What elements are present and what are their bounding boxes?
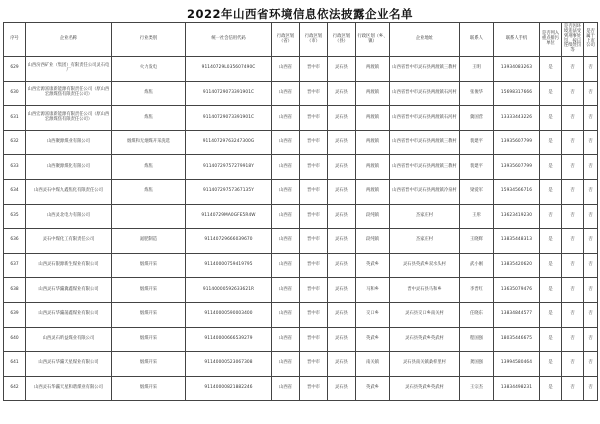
key-polluter-flag-cell: 是 <box>540 376 562 401</box>
col-header: 行政区划（省） <box>272 23 300 57</box>
contact-name-cell: 王明 <box>460 57 494 82</box>
credit-code-cell: 91140729757367135Y <box>186 179 272 204</box>
contact-name-cell: 龚国强 <box>460 352 494 377</box>
table-row <box>4 302 598 327</box>
contact-phone-cell: 13994580464 <box>494 352 540 377</box>
city-cell: 晋中市 <box>300 376 328 401</box>
key-polluter-flag-cell: 是 <box>540 57 562 82</box>
province-cell: 山西省 <box>272 376 300 401</box>
contact-name-cell: 张俊华 <box>460 81 494 106</box>
row-seq-cell: 640 <box>4 327 26 352</box>
col-header: 联系人 <box>460 23 494 57</box>
company-name-cell: 山西聚源煤业有限公司 <box>26 130 112 155</box>
key-polluter-flag-cell: 是 <box>540 302 562 327</box>
county-cell: 灵石县 <box>328 81 356 106</box>
key-polluter-flag-cell: 是 <box>540 81 562 106</box>
county-cell: 灵石县 <box>328 106 356 131</box>
penalty-flag-cell: 否 <box>562 155 584 180</box>
contact-phone-cell: 13635079476 <box>494 278 540 303</box>
credit-code-cell: 91140729757279918Y <box>186 155 272 180</box>
listed-flag-cell: 否 <box>584 81 598 106</box>
row-seq-cell: 639 <box>4 302 26 327</box>
listed-flag-cell: 否 <box>584 57 598 82</box>
address-cell: 灵石县英武乡双水头村 <box>390 253 460 278</box>
town-cell: 南关镇 <box>356 352 390 377</box>
credit-code-cell: 91140000592633621R <box>186 278 272 303</box>
enterprise-table <box>3 22 598 401</box>
row-seq-cell: 638 <box>4 278 26 303</box>
key-polluter-flag-cell: 是 <box>540 130 562 155</box>
credit-code-cell: 91140729073391901C <box>186 106 272 131</box>
county-cell: 灵石县 <box>328 253 356 278</box>
penalty-flag-cell: 否 <box>562 376 584 401</box>
table-row <box>4 376 598 401</box>
contact-name-cell: 程国强 <box>460 327 494 352</box>
industry-cell: 炼焦 <box>112 81 186 106</box>
province-cell: 山西省 <box>272 327 300 352</box>
city-cell: 晋中市 <box>300 106 328 131</box>
contact-name-cell: 任晓东 <box>460 302 494 327</box>
contact-phone-cell: 13623419230 <box>494 204 540 229</box>
province-cell: 山西省 <box>272 106 300 131</box>
table-row <box>4 81 598 106</box>
company-name-cell: 山西宏源富康新能源有限责任公司（原山西宏源煤焦有限责任公司） <box>26 81 112 106</box>
city-cell: 晋中市 <box>300 327 328 352</box>
city-cell: 晋中市 <box>300 204 328 229</box>
table-row <box>4 106 598 131</box>
province-cell: 山西省 <box>272 81 300 106</box>
col-header: 行政区划（县） <box>328 23 356 57</box>
table-row <box>4 57 598 82</box>
table-row <box>4 352 598 377</box>
city-cell: 晋中市 <box>300 253 328 278</box>
industry-cell: 炼焦 <box>112 106 186 131</box>
address-cell: 灵石县英武乡英武村 <box>390 376 460 401</box>
penalty-flag-cell: 否 <box>562 229 584 254</box>
address-cell: 杰家庄村 <box>390 204 460 229</box>
contact-phone-cell: 13835448313 <box>494 229 540 254</box>
industry-cell: 氮肥制造 <box>112 229 186 254</box>
company-name-cell: 山西宏源富康新能源有限责任公司（原山西宏源煤焦有限责任公司） <box>26 106 112 131</box>
address-cell: 山西省晋中市灵石县两渡镇三教村 <box>390 155 460 180</box>
contact-phone-cell: 13935607799 <box>494 130 540 155</box>
industry-cell: 烟煤开采 <box>112 278 186 303</box>
row-seq-cell: 630 <box>4 81 26 106</box>
table-row <box>4 278 598 303</box>
city-cell: 晋中市 <box>300 81 328 106</box>
industry-cell: 烟煤开采 <box>112 352 186 377</box>
province-cell: 山西省 <box>272 253 300 278</box>
penalty-flag-cell: 否 <box>562 106 584 131</box>
contact-phone-cell: 13834498231 <box>494 376 540 401</box>
county-cell: 灵石县 <box>328 229 356 254</box>
penalty-flag-cell: 否 <box>562 352 584 377</box>
address-cell: 山西省晋中市灵石县两渡镇石河村 <box>390 106 460 131</box>
table-row <box>4 327 598 352</box>
penalty-flag-cell: 否 <box>562 179 584 204</box>
col-header: 是否属于上市公司 <box>584 23 598 57</box>
listed-flag-cell: 否 <box>584 327 598 352</box>
listed-flag-cell: 否 <box>584 302 598 327</box>
credit-code-cell: 91140729MA0GFE5R4W <box>186 204 272 229</box>
industry-cell: 火力发电 <box>112 57 186 82</box>
industry-cell: 烟煤开采 <box>112 376 186 401</box>
penalty-flag-cell: 否 <box>562 81 584 106</box>
table-row <box>4 229 598 254</box>
town-cell: 两渡镇 <box>356 106 390 131</box>
company-name-cell: 山西灵石银源新生煤业有限公司 <box>26 253 112 278</box>
row-seq-cell: 633 <box>4 155 26 180</box>
industry-cell: 烟煤开采 <box>112 302 186 327</box>
credit-code-cell: 91140000821882246 <box>186 376 272 401</box>
contact-phone-cell: 15698317666 <box>494 81 540 106</box>
county-cell: 灵石县 <box>328 327 356 352</box>
listed-flag-cell: 否 <box>584 106 598 131</box>
town-cell: 两渡镇 <box>356 130 390 155</box>
county-cell: 灵石县 <box>328 155 356 180</box>
county-cell: 灵石县 <box>328 204 356 229</box>
listed-flag-cell: 否 <box>584 352 598 377</box>
address-cell: 山西省晋中市灵石县两渡镇石河村 <box>390 81 460 106</box>
col-header: 企业名称 <box>26 23 112 57</box>
province-cell: 山西省 <box>272 302 300 327</box>
row-seq-cell: 634 <box>4 179 26 204</box>
province-cell: 山西省 <box>272 179 300 204</box>
contact-name-cell: 王彤 <box>460 204 494 229</box>
table-row <box>4 179 598 204</box>
key-polluter-flag-cell: 是 <box>540 229 562 254</box>
company-name-cell: 山西汾西矿业（集团）有限责任公司灵石电厂 <box>26 57 112 82</box>
city-cell: 晋中市 <box>300 179 328 204</box>
county-cell: 灵石县 <box>328 179 356 204</box>
penalty-flag-cell: 否 <box>562 130 584 155</box>
county-cell: 灵石县 <box>328 376 356 401</box>
contact-phone-cell: 13333443226 <box>494 106 540 131</box>
industry-cell: 烟煤开采 <box>112 253 186 278</box>
contact-phone-cell: 18035446675 <box>494 327 540 352</box>
city-cell: 晋中市 <box>300 57 328 82</box>
table-row <box>4 253 598 278</box>
county-cell: 灵石县 <box>328 352 356 377</box>
address-cell: 山西省晋中市灵石县两渡镇三教村 <box>390 130 460 155</box>
row-seq-cell: 629 <box>4 57 26 82</box>
company-name-cell: 山西灵石中煤九鑫焦化有限责任公司 <box>26 179 112 204</box>
town-cell: 两渡镇 <box>356 57 390 82</box>
credit-code-cell: 91140000590003400 <box>186 302 272 327</box>
address-cell: 山西省晋中市灵石县两渡镇三教村 <box>390 57 460 82</box>
town-cell: 马和乡 <box>356 278 390 303</box>
col-header: 统一社会信用代码 <box>186 23 272 57</box>
penalty-flag-cell: 否 <box>562 302 584 327</box>
penalty-flag-cell: 否 <box>562 204 584 229</box>
row-seq-cell: 632 <box>4 130 26 155</box>
key-polluter-flag-cell: 是 <box>540 253 562 278</box>
contact-phone-cell: 13934083263 <box>494 57 540 82</box>
city-cell: 晋中市 <box>300 278 328 303</box>
company-name-cell: 山西灵石华瀛天星煤业有限公司 <box>26 352 112 377</box>
address-cell: 晋中灵石县马和乡 <box>390 278 460 303</box>
company-name-cell: 山西灵石华瀛荡鑫煤业有限公司 <box>26 302 112 327</box>
col-header: 企业地址 <box>390 23 460 57</box>
city-cell: 晋中市 <box>300 229 328 254</box>
listed-flag-cell: 否 <box>584 253 598 278</box>
county-cell: 灵石县 <box>328 278 356 303</box>
province-cell: 山西省 <box>272 130 300 155</box>
penalty-flag-cell: 否 <box>562 327 584 352</box>
town-cell: 交口乡 <box>356 302 390 327</box>
credit-code-cell: 91140000666539279 <box>186 327 272 352</box>
key-polluter-flag-cell: 是 <box>540 179 562 204</box>
contact-phone-cell: 13834844577 <box>494 302 540 327</box>
contact-phone-cell: 13835420620 <box>494 253 540 278</box>
county-cell: 灵石县 <box>328 302 356 327</box>
key-polluter-flag-cell: 是 <box>540 155 562 180</box>
industry-cell: 炼焦 <box>112 155 186 180</box>
contact-name-cell: 李晋红 <box>460 278 494 303</box>
company-name-cell: 灵石中煤化工有限责任公司 <box>26 229 112 254</box>
col-header: 是否列入重点排污单位 <box>540 23 562 57</box>
row-seq-cell: 637 <box>4 253 26 278</box>
town-cell: 英武乡 <box>356 327 390 352</box>
col-header: 是否因环境违法受到刑事处罚、按日连续处罚等 <box>562 23 584 57</box>
province-cell: 山西省 <box>272 57 300 82</box>
address-cell: 山西省晋中市灵石县两渡镇冷泉村 <box>390 179 460 204</box>
credit-code-cell: 91140729073391901C <box>186 81 272 106</box>
contact-name-cell: 裴建平 <box>460 130 494 155</box>
col-header: 行业类别 <box>112 23 186 57</box>
contact-name-cell: 王宗杰 <box>460 376 494 401</box>
listed-flag-cell: 否 <box>584 155 598 180</box>
col-header: 行政区划（市） <box>300 23 328 57</box>
document-title: 2022年山西省环境信息依法披露企业名单 <box>186 7 413 21</box>
key-polluter-flag-cell: 否 <box>540 204 562 229</box>
listed-flag-cell: 否 <box>584 130 598 155</box>
contact-name-cell: 梁爱军 <box>460 179 494 204</box>
credit-code-cell: 91140729666039670 <box>186 229 272 254</box>
province-cell: 山西省 <box>272 155 300 180</box>
industry-cell: 烟煤和无烟煤开采洗选 <box>112 130 186 155</box>
company-name-cell: 山西聚源煤化有限公司 <box>26 155 112 180</box>
province-cell: 山西省 <box>272 352 300 377</box>
penalty-flag-cell: 否 <box>562 253 584 278</box>
listed-flag-cell: 否 <box>584 179 598 204</box>
row-seq-cell: 635 <box>4 204 26 229</box>
key-polluter-flag-cell: 是 <box>540 327 562 352</box>
listed-flag-cell: 否 <box>584 229 598 254</box>
contact-phone-cell: 13935607799 <box>494 155 540 180</box>
key-polluter-flag-cell: 是 <box>540 106 562 131</box>
address-cell: 灵石县交口乡南关村 <box>390 302 460 327</box>
col-header: 序号 <box>4 23 26 57</box>
town-cell: 段纯镇 <box>356 204 390 229</box>
company-name-cell: 山西灵石华瀛冀鑫煤业有限公司 <box>26 278 112 303</box>
row-seq-cell: 642 <box>4 376 26 401</box>
industry-cell: 烟煤开采 <box>112 327 186 352</box>
credit-code-cell: 91140000523067308 <box>186 352 272 377</box>
town-cell: 英武乡 <box>356 253 390 278</box>
contact-name-cell: 武小刚 <box>460 253 494 278</box>
address-cell: 灵石县英武乡英武村 <box>390 327 460 352</box>
key-polluter-flag-cell: 是 <box>540 352 562 377</box>
town-cell: 英武乡 <box>356 376 390 401</box>
contact-name-cell: 王晓辉 <box>460 229 494 254</box>
listed-flag-cell: 否 <box>584 376 598 401</box>
county-cell: 灵石县 <box>328 57 356 82</box>
city-cell: 晋中市 <box>300 352 328 377</box>
city-cell: 晋中市 <box>300 302 328 327</box>
row-seq-cell: 636 <box>4 229 26 254</box>
company-name-cell: 山西灵石昕益煤业有限公司 <box>26 327 112 352</box>
town-cell: 段纯镇 <box>356 229 390 254</box>
penalty-flag-cell: 否 <box>562 278 584 303</box>
table-header-row <box>4 23 598 57</box>
industry-cell: 炼焦 <box>112 179 186 204</box>
address-cell: 杰家庄村 <box>390 229 460 254</box>
contact-name-cell: 裴建平 <box>460 155 494 180</box>
table-row <box>4 155 598 180</box>
row-seq-cell: 641 <box>4 352 26 377</box>
town-cell: 两渡镇 <box>356 155 390 180</box>
credit-code-cell: 91140729L035607490C <box>186 57 272 82</box>
contact-name-cell: 冀国营 <box>460 106 494 131</box>
col-header: 行政区划（乡、镇） <box>356 23 390 57</box>
credit-code-cell: 91140729763247300G <box>186 130 272 155</box>
province-cell: 山西省 <box>272 204 300 229</box>
col-header: 联系人手机 <box>494 23 540 57</box>
city-cell: 晋中市 <box>300 155 328 180</box>
table-row <box>4 130 598 155</box>
contact-phone-cell: 15934566716 <box>494 179 540 204</box>
key-polluter-flag-cell: 是 <box>540 278 562 303</box>
penalty-flag-cell: 否 <box>562 57 584 82</box>
credit-code-cell: 91140000759419795 <box>186 253 272 278</box>
town-cell: 两渡镇 <box>356 179 390 204</box>
county-cell: 灵石县 <box>328 130 356 155</box>
province-cell: 山西省 <box>272 278 300 303</box>
address-cell: 灵石县南关镇桑梓里村 <box>390 352 460 377</box>
listed-flag-cell: 否 <box>584 278 598 303</box>
company-name-cell: 山西灵石华瀛天星和谐煤业有限公司 <box>26 376 112 401</box>
town-cell: 两渡镇 <box>356 81 390 106</box>
province-cell: 山西省 <box>272 229 300 254</box>
industry-cell <box>112 204 186 229</box>
table-row <box>4 204 598 229</box>
row-seq-cell: 631 <box>4 106 26 131</box>
company-name-cell: 山西灵北电力有限公司 <box>26 204 112 229</box>
listed-flag-cell: 否 <box>584 204 598 229</box>
city-cell: 晋中市 <box>300 130 328 155</box>
